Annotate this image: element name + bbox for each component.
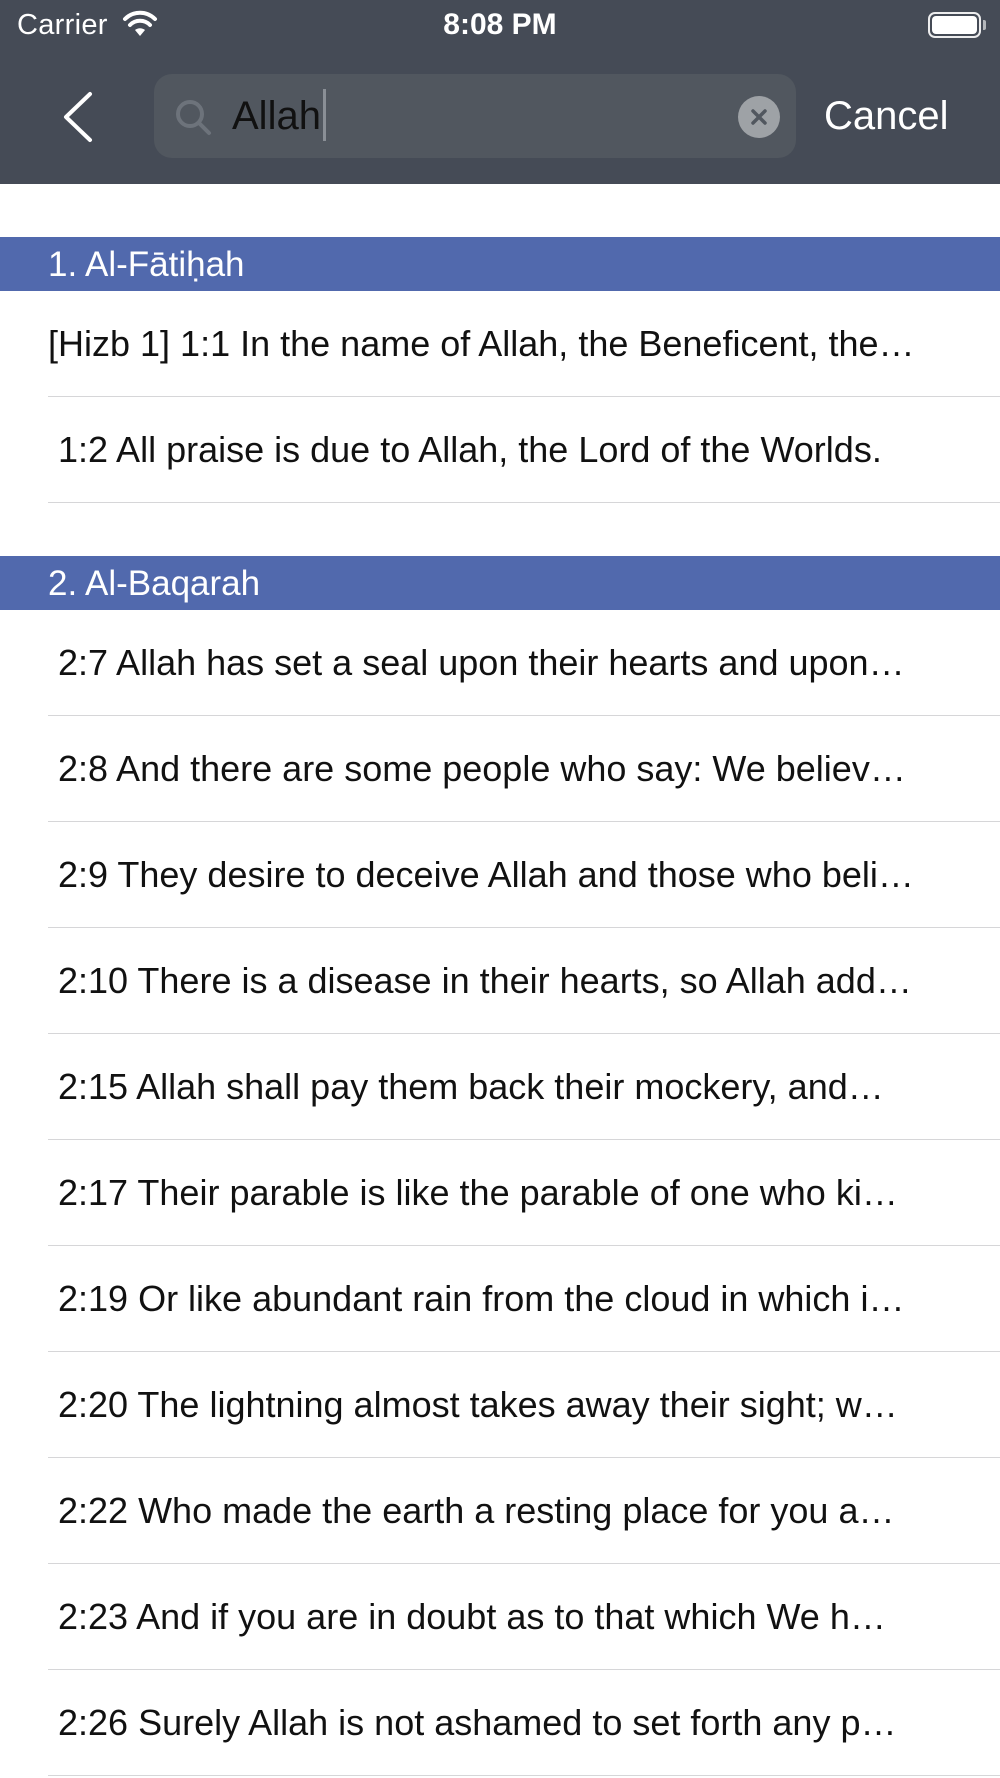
result-row[interactable] [0, 716, 1000, 822]
section-spacer [0, 503, 1000, 556]
cancel-button[interactable]: Cancel [824, 94, 949, 138]
result-text: 2:10 There is a disease in their hearts, so Allah add… [58, 960, 912, 1001]
result-text: 2:17 Their parable is like the parable of one who ki… [58, 1172, 898, 1213]
battery-icon [928, 12, 986, 38]
result-row[interactable] [0, 1458, 1000, 1564]
result-row[interactable] [0, 397, 1000, 503]
section-header: 2. Al-Baqarah [0, 556, 1000, 610]
row-divider [48, 1775, 1000, 1776]
search-icon [172, 96, 214, 138]
result-text: 2:22 Who made the earth a resting place for you a… [58, 1490, 895, 1531]
status-bar [0, 0, 1000, 50]
row-divider [48, 502, 1000, 503]
result-text: 2:7 Allah has set a seal upon their hearts and upon… [58, 642, 905, 683]
section-header: 1. Al-Fātiḥah [0, 237, 1000, 291]
result-row[interactable] [0, 928, 1000, 1034]
result-text: 2:15 Allah shall pay them back their mockery, and… [58, 1066, 884, 1107]
result-text: 2:23 And if you are in doubt as to that which We h… [58, 1596, 886, 1637]
text-caret [323, 89, 326, 141]
search-input[interactable] [232, 74, 672, 158]
search-query: Allah [232, 94, 321, 138]
navigation-header [0, 0, 1000, 184]
result-row[interactable] [0, 610, 1000, 716]
carrier-label: Carrier [17, 9, 108, 41]
result-row[interactable] [0, 1034, 1000, 1140]
status-time: 8:08 PM [443, 8, 557, 41]
result-text: 2:20 The lightning almost takes away their sight; w… [58, 1384, 898, 1425]
search-results-list[interactable] [0, 184, 1000, 1776]
section-spacer [0, 184, 1000, 237]
result-text: 2:9 They desire to deceive Allah and those who beli… [58, 854, 914, 895]
result-text: [Hizb 1] 1:1 In the name of Allah, the Beneficent, the… [48, 323, 915, 364]
result-row[interactable] [0, 1564, 1000, 1670]
result-row[interactable] [0, 1246, 1000, 1352]
clear-icon [738, 96, 780, 138]
result-text: 2:8 And there are some people who say: We believ… [58, 748, 906, 789]
result-row[interactable] [0, 291, 1000, 397]
result-row[interactable] [0, 1140, 1000, 1246]
result-row[interactable] [0, 1352, 1000, 1458]
back-button[interactable] [50, 80, 110, 150]
clear-search-button[interactable] [738, 96, 780, 138]
search-field[interactable] [154, 74, 796, 158]
result-row[interactable] [0, 1670, 1000, 1776]
chevron-left-icon [50, 80, 110, 150]
result-text: 2:26 Surely Allah is not ashamed to set forth any p… [58, 1702, 897, 1743]
result-row[interactable] [0, 822, 1000, 928]
result-text: 1:2 All praise is due to Allah, the Lord of the Worlds. [58, 429, 882, 470]
result-text: 2:19 Or like abundant rain from the cloud in which i… [58, 1278, 905, 1319]
